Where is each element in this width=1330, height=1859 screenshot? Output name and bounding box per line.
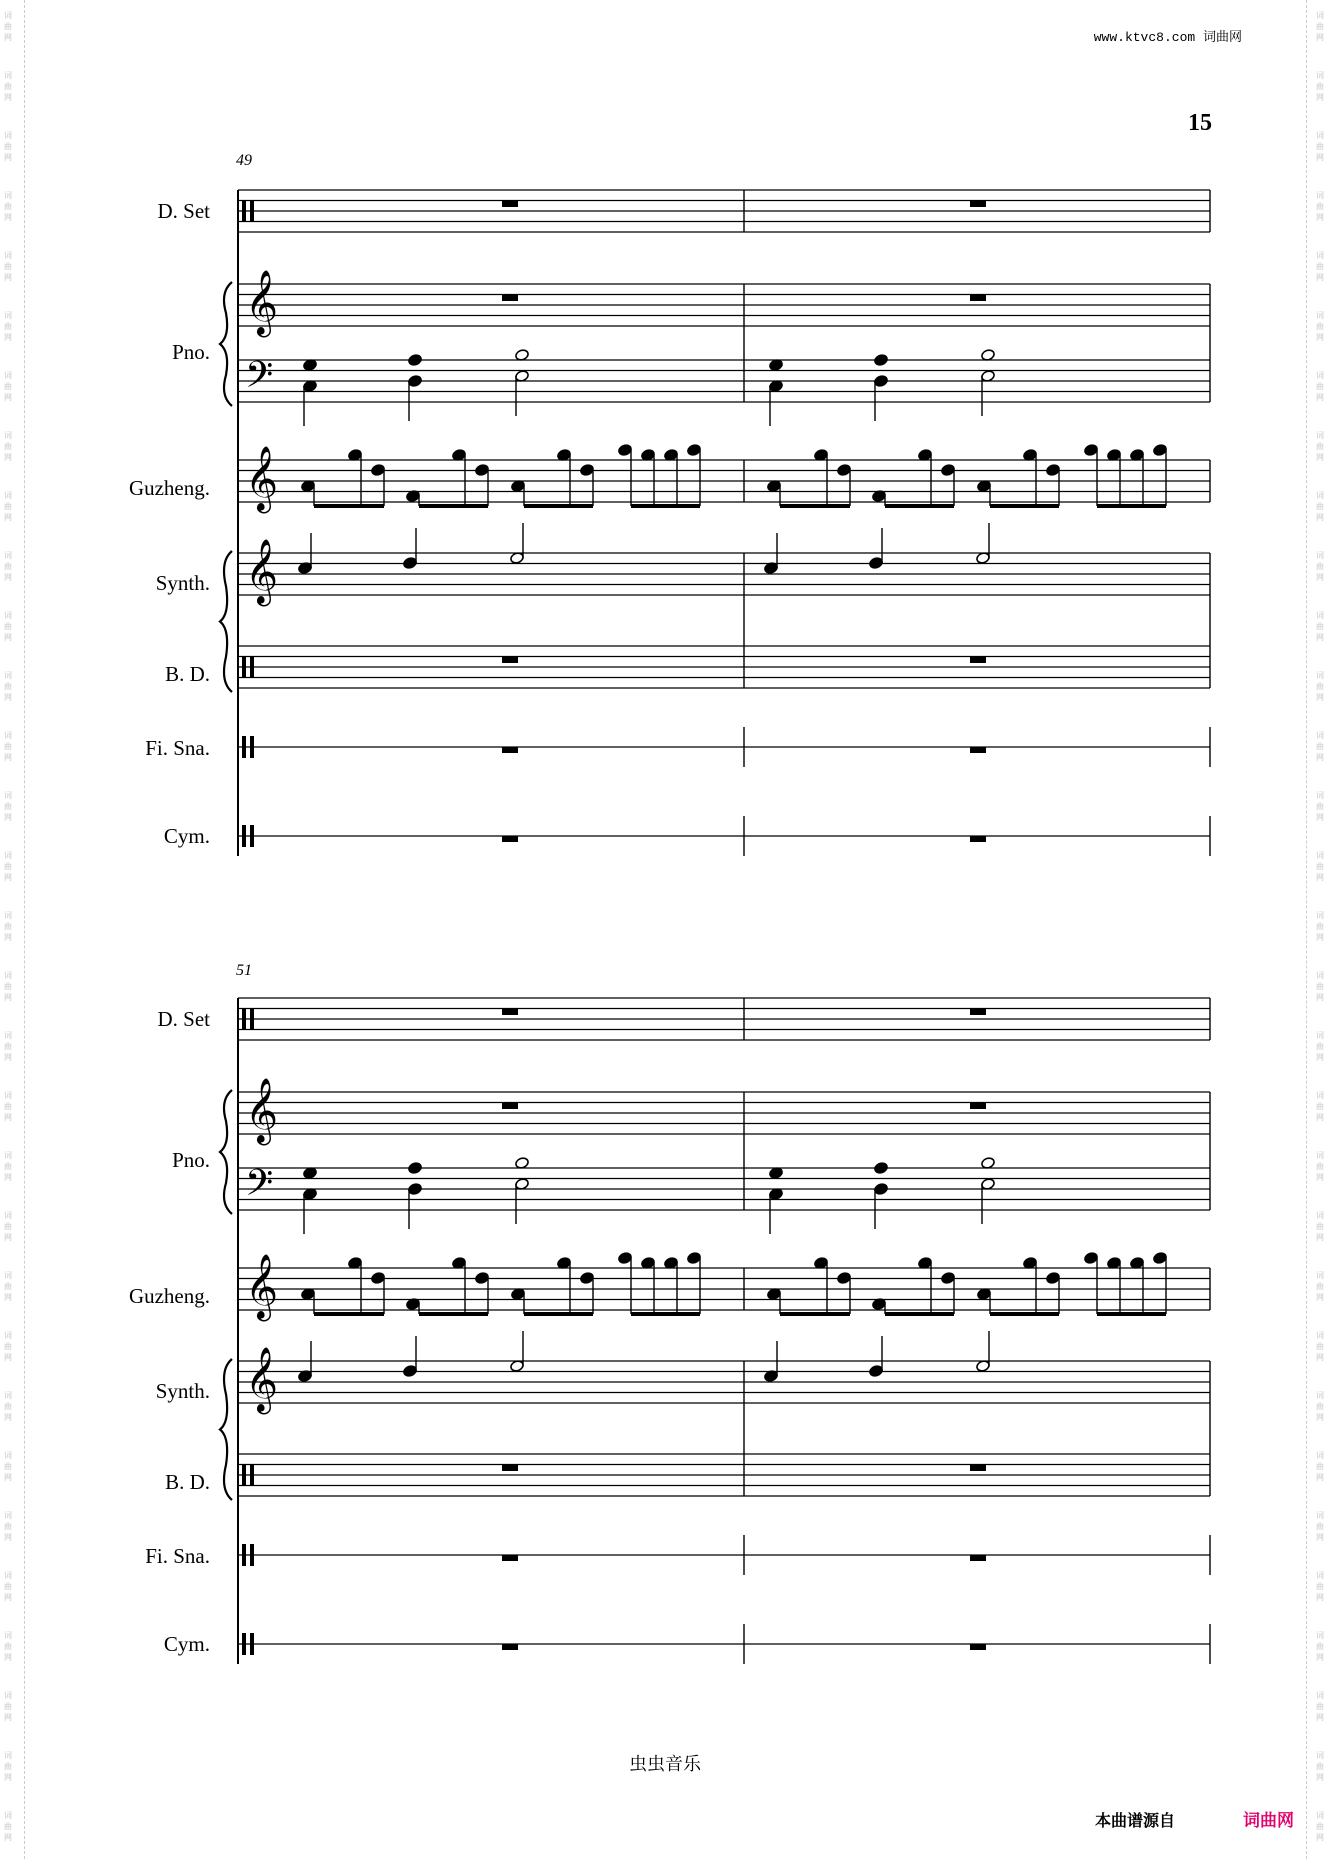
note-head — [687, 1252, 702, 1265]
note-head — [941, 1272, 956, 1285]
edge-watermark-text: 词 曲 网 — [1316, 1511, 1324, 1542]
edge-watermark-text: 词 曲 网 — [1316, 71, 1324, 102]
note-head — [408, 375, 423, 388]
edge-watermark-text: 词 曲 网 — [1316, 131, 1324, 162]
edge-watermark-text: 词 曲 网 — [4, 731, 12, 762]
whole-rest — [502, 201, 518, 207]
edge-watermark-text: 词 曲 网 — [4, 371, 12, 402]
beam — [419, 1312, 488, 1316]
bass-clef: 𝄢 — [245, 1162, 274, 1213]
percussion-clef — [242, 1633, 246, 1655]
edge-watermark-text: 词 曲 网 — [1316, 1631, 1324, 1662]
percussion-clef — [250, 1544, 254, 1566]
instrument-label: B. D. — [165, 662, 210, 686]
bass-clef: 𝄢 — [245, 354, 274, 405]
percussion-clef — [250, 1464, 254, 1486]
edge-watermark-text: 词 曲 网 — [4, 1811, 12, 1842]
note-head — [1084, 444, 1099, 457]
note-head — [475, 464, 490, 477]
edge-watermark-text: 词 曲 网 — [1316, 1091, 1324, 1122]
note-head — [687, 444, 702, 457]
percussion-clef — [250, 1633, 254, 1655]
edge-watermark-text: 词 曲 网 — [4, 1631, 12, 1662]
edge-watermark-text: 词 曲 网 — [4, 1271, 12, 1302]
beam — [314, 504, 384, 508]
instrument-label: Fi. Sna. — [145, 1544, 210, 1568]
beam — [885, 1312, 954, 1316]
percussion-clef — [242, 200, 246, 222]
edge-watermark-text: 词 曲 网 — [4, 431, 12, 462]
edge-watermark-text: 词 曲 网 — [1316, 311, 1324, 342]
treble-clef: 𝄞 — [245, 1078, 279, 1143]
edge-watermark-text: 词 曲 网 — [1316, 1391, 1324, 1422]
edge-watermark-text: 词 曲 网 — [4, 491, 12, 522]
edge-watermark-text: 词 曲 网 — [4, 1211, 12, 1242]
treble-clef: 𝄞 — [245, 270, 279, 335]
note-head — [371, 464, 386, 477]
whole-rest — [970, 1009, 986, 1015]
source-label: 本曲谱源自 — [1095, 1811, 1176, 1830]
whole-rest — [502, 747, 518, 753]
note-head — [580, 464, 595, 477]
percussion-clef — [242, 1008, 246, 1030]
edge-watermark-text: 词 曲 网 — [4, 551, 12, 582]
note-head — [874, 375, 889, 388]
whole-rest — [502, 1555, 518, 1561]
treble-clef: 𝄞 — [245, 539, 279, 604]
edge-watermark-text: 词 曲 网 — [4, 251, 12, 282]
edge-watermark-text: 词 曲 网 — [4, 1331, 12, 1362]
edge-watermark-text: 词 曲 网 — [4, 1031, 12, 1062]
whole-rest — [970, 1644, 986, 1650]
whole-rest — [502, 1465, 518, 1471]
edge-watermark-text: 词 曲 网 — [1316, 11, 1324, 42]
beam — [631, 504, 700, 508]
site-url[interactable]: www.ktvc8.com 词曲网 — [1093, 30, 1242, 45]
note-head — [837, 464, 852, 477]
percussion-clef — [250, 825, 254, 847]
edge-watermark-text: 词 曲 网 — [4, 611, 12, 642]
whole-rest — [970, 1465, 986, 1471]
edge-watermark-text: 词 曲 网 — [1316, 1451, 1324, 1482]
whole-rest — [970, 747, 986, 753]
edge-watermark-text: 词 曲 网 — [4, 71, 12, 102]
edge-watermark-text: 词 曲 网 — [4, 671, 12, 702]
source-site-link[interactable]: 词曲网 — [1243, 1811, 1294, 1831]
whole-rest — [970, 295, 986, 301]
note-head — [874, 354, 889, 367]
edge-watermark-text: 词 曲 网 — [1316, 971, 1324, 1002]
edge-watermark-text: 词 曲 网 — [1316, 671, 1324, 702]
whole-rest — [502, 657, 518, 663]
instrument-label: B. D. — [165, 1470, 210, 1494]
note-head — [869, 557, 884, 570]
percussion-clef — [242, 736, 246, 758]
percussion-clef — [250, 736, 254, 758]
instrument-label: Pno. — [172, 340, 210, 364]
edge-watermark-text: 词 曲 网 — [1316, 371, 1324, 402]
instrument-label: Fi. Sna. — [145, 736, 210, 760]
whole-rest — [502, 1644, 518, 1650]
beam — [885, 504, 954, 508]
edge-watermark-text: 词 曲 网 — [1316, 791, 1324, 822]
edge-watermark-text: 词 曲 网 — [4, 911, 12, 942]
percussion-clef — [242, 1464, 246, 1486]
edge-watermark-text: 词 曲 网 — [4, 131, 12, 162]
edge-watermark-text: 词 曲 网 — [4, 191, 12, 222]
edge-watermark-text: 词 曲 网 — [1316, 191, 1324, 222]
percussion-clef — [242, 656, 246, 678]
edge-watermark-text: 词 曲 网 — [1316, 491, 1324, 522]
whole-rest — [970, 657, 986, 663]
edge-watermark-text: 词 曲 网 — [4, 1391, 12, 1422]
note-head — [403, 557, 418, 570]
percussion-clef — [250, 1008, 254, 1030]
whole-rest — [970, 1103, 986, 1109]
whole-rest — [970, 201, 986, 207]
treble-clef: 𝄞 — [245, 1254, 279, 1319]
edge-watermark-text: 词 曲 网 — [4, 1151, 12, 1182]
staff-brace — [220, 1359, 232, 1500]
edge-watermark-text: 词 曲 网 — [1316, 1811, 1324, 1842]
edge-watermark-text: 词 曲 网 — [4, 1511, 12, 1542]
edge-watermark-text: 词 曲 网 — [4, 1691, 12, 1722]
note-head — [1153, 444, 1168, 457]
edge-watermark-text: 词 曲 网 — [1316, 851, 1324, 882]
publisher-text: 虫虫音乐 — [629, 1754, 701, 1775]
whole-rest — [502, 836, 518, 842]
instrument-label: Cym. — [163, 824, 210, 848]
beam — [314, 1312, 384, 1316]
note-head — [618, 444, 633, 457]
note-head — [371, 1272, 386, 1285]
note-head — [618, 1252, 633, 1265]
edge-watermark-text: 词 曲 网 — [4, 971, 12, 1002]
instrument-label: Pno. — [172, 1148, 210, 1172]
instrument-label: Guzheng. — [128, 476, 210, 500]
edge-watermark-text: 词 曲 网 — [4, 791, 12, 822]
whole-rest — [502, 1009, 518, 1015]
note-head — [1153, 1252, 1168, 1265]
beam — [780, 1312, 850, 1316]
note-head — [1046, 1272, 1061, 1285]
note-head — [408, 354, 423, 367]
note-head — [869, 1365, 884, 1378]
instrument-label: Cym. — [163, 1632, 210, 1656]
instrument-label: Synth. — [155, 571, 210, 595]
beam — [419, 504, 488, 508]
edge-watermark-text: 词 曲 网 — [1316, 1211, 1324, 1242]
edge-watermark-text: 词 曲 网 — [1316, 1151, 1324, 1182]
edge-watermark-text: 词 曲 网 — [1316, 1751, 1324, 1782]
edge-watermark-text: 词 曲 网 — [4, 1751, 12, 1782]
edge-watermark-text: 词 曲 网 — [1316, 911, 1324, 942]
note-head — [580, 1272, 595, 1285]
edge-watermark-text: 词 曲 网 — [1316, 1331, 1324, 1362]
measure-number: 51 — [236, 962, 252, 979]
staff-brace — [220, 1090, 232, 1214]
edge-watermark-text: 词 曲 网 — [4, 11, 12, 42]
whole-rest — [502, 1103, 518, 1109]
note-head — [475, 1272, 490, 1285]
note-head — [408, 1162, 423, 1175]
beam — [524, 504, 593, 508]
edge-watermark-text: 词 曲 网 — [1316, 551, 1324, 582]
edge-watermark-text: 词 曲 网 — [4, 1571, 12, 1602]
edge-watermark-text: 词 曲 网 — [1316, 1571, 1324, 1602]
edge-watermark-text: 词 曲 网 — [1316, 431, 1324, 462]
note-head — [874, 1162, 889, 1175]
instrument-label: Synth. — [155, 1379, 210, 1403]
page-number: 15 — [1188, 110, 1212, 136]
edge-watermark-text: 词 曲 网 — [1316, 1031, 1324, 1062]
edge-watermark-text: 词 曲 网 — [4, 1091, 12, 1122]
edge-watermark-text: 词 曲 网 — [1316, 1271, 1324, 1302]
note-head — [837, 1272, 852, 1285]
whole-rest — [502, 295, 518, 301]
note-head — [408, 1183, 423, 1196]
beam — [524, 1312, 593, 1316]
percussion-clef — [242, 1544, 246, 1566]
instrument-label: Guzheng. — [128, 1284, 210, 1308]
percussion-clef — [250, 200, 254, 222]
edge-watermark-text: 词 曲 网 — [1316, 611, 1324, 642]
note-head — [874, 1183, 889, 1196]
instrument-label: D. Set — [157, 1007, 210, 1031]
edge-watermark-text: 词 曲 网 — [4, 311, 12, 342]
treble-clef: 𝄞 — [245, 1347, 279, 1412]
treble-clef: 𝄞 — [245, 446, 279, 511]
note-head — [1046, 464, 1061, 477]
instrument-label: D. Set — [157, 199, 210, 223]
measure-number: 49 — [236, 152, 252, 169]
percussion-clef — [250, 656, 254, 678]
staff-brace — [220, 551, 232, 692]
edge-watermark-text: 词 曲 网 — [1316, 251, 1324, 282]
whole-rest — [970, 1555, 986, 1561]
beam — [780, 504, 850, 508]
beam — [990, 504, 1059, 508]
beam — [1097, 504, 1166, 508]
beam — [990, 1312, 1059, 1316]
percussion-clef — [242, 825, 246, 847]
edge-watermark-text: 词 曲 网 — [1316, 731, 1324, 762]
beam — [1097, 1312, 1166, 1316]
staff-brace — [220, 282, 232, 406]
note-head — [941, 464, 956, 477]
beam — [631, 1312, 700, 1316]
edge-watermark-text: 词 曲 网 — [4, 851, 12, 882]
edge-watermark-text: 词 曲 网 — [4, 1451, 12, 1482]
note-head — [1084, 1252, 1099, 1265]
edge-watermark-text: 词 曲 网 — [1316, 1691, 1324, 1722]
whole-rest — [970, 836, 986, 842]
note-head — [403, 1365, 418, 1378]
